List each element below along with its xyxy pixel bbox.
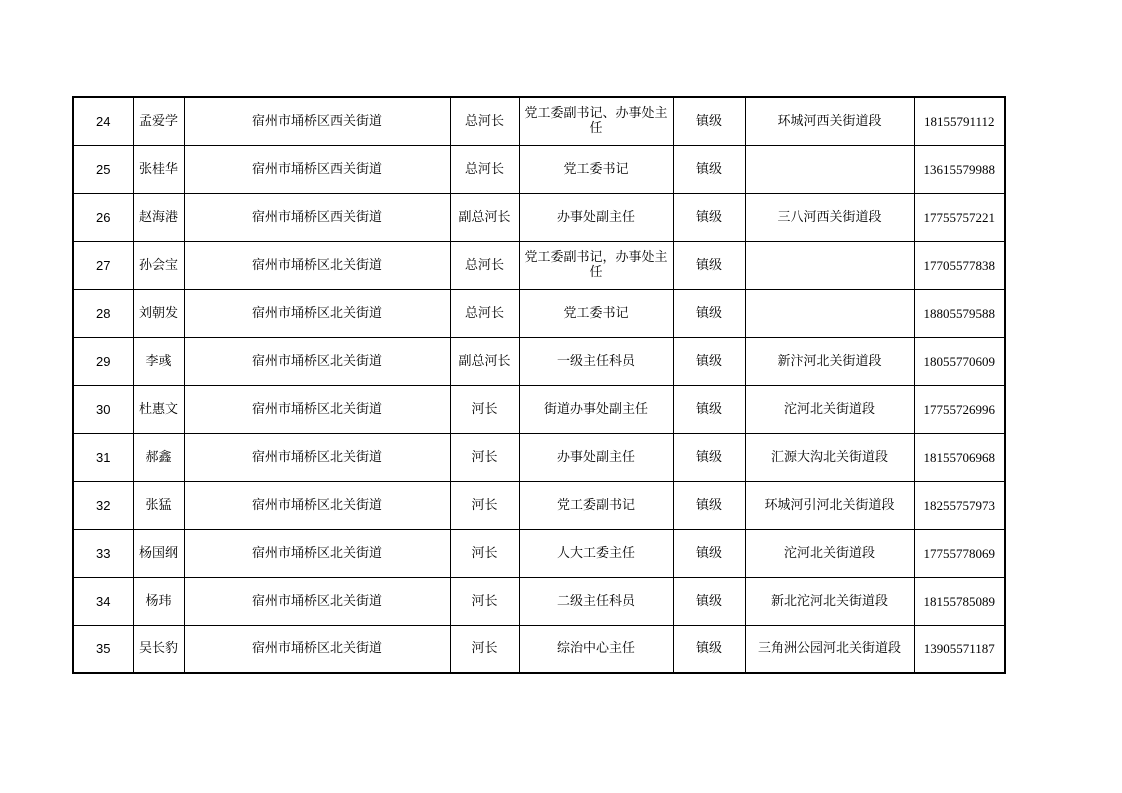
district-cell: 宿州市埇桥区北关街道: [184, 337, 450, 385]
table-row: [73, 433, 1005, 481]
river-section-cell: [745, 241, 914, 289]
river-section-cell: 沱河北关街道段: [745, 529, 914, 577]
row-number-cell: 29: [73, 337, 133, 385]
row-number-cell: 35: [73, 625, 133, 673]
district-cell: 宿州市埇桥区北关街道: [184, 577, 450, 625]
chief-role-cell: 副总河长: [450, 193, 519, 241]
person-name-cell: 刘朝发: [133, 289, 184, 337]
job-position-cell: 党工委副书记、办事处主任: [519, 97, 673, 145]
district-cell: 宿州市埇桥区北关街道: [184, 289, 450, 337]
job-position-cell: 办事处副主任: [519, 433, 673, 481]
row-number-cell: 30: [73, 385, 133, 433]
table-row: [73, 289, 1005, 337]
chief-role-cell: 总河长: [450, 145, 519, 193]
person-name-cell: 杨玮: [133, 577, 184, 625]
river-section-cell: 汇源大沟北关街道段: [745, 433, 914, 481]
district-cell: 宿州市埇桥区北关街道: [184, 529, 450, 577]
person-name-cell: 张猛: [133, 481, 184, 529]
chief-role-cell: 河长: [450, 577, 519, 625]
table-row: [73, 97, 1005, 145]
chief-role-cell: 河长: [450, 529, 519, 577]
job-position-cell: 综治中心主任: [519, 625, 673, 673]
river-section-cell: 新汴河北关街道段: [745, 337, 914, 385]
row-number-cell: 24: [73, 97, 133, 145]
job-position-cell: 办事处副主任: [519, 193, 673, 241]
person-name-cell: 孙会宝: [133, 241, 184, 289]
job-position-cell: 党工委副书记: [519, 481, 673, 529]
river-section-cell: 沱河北关街道段: [745, 385, 914, 433]
chief-role-cell: 河长: [450, 385, 519, 433]
phone-number-cell: 17705577838: [914, 241, 1005, 289]
chief-role-cell: 总河长: [450, 289, 519, 337]
phone-number-cell: 18055770609: [914, 337, 1005, 385]
admin-level-cell: 镇级: [673, 625, 745, 673]
phone-number-cell: 17755726996: [914, 385, 1005, 433]
phone-number-cell: 18255757973: [914, 481, 1005, 529]
person-name-cell: 张桂华: [133, 145, 184, 193]
table-row: [73, 385, 1005, 433]
phone-number-cell: 13615579988: [914, 145, 1005, 193]
person-name-cell: 李彧: [133, 337, 184, 385]
table-row: [73, 577, 1005, 625]
row-number-cell: 34: [73, 577, 133, 625]
row-number-cell: 32: [73, 481, 133, 529]
row-number-cell: 31: [73, 433, 133, 481]
chief-role-cell: 河长: [450, 481, 519, 529]
table-row: [73, 145, 1005, 193]
phone-number-cell: 18155791112: [914, 97, 1005, 145]
phone-number-cell: 18155706968: [914, 433, 1005, 481]
river-section-cell: [745, 145, 914, 193]
district-cell: 宿州市埇桥区西关街道: [184, 97, 450, 145]
river-section-cell: [745, 289, 914, 337]
chief-role-cell: 总河长: [450, 97, 519, 145]
river-section-cell: 三八河西关街道段: [745, 193, 914, 241]
phone-number-cell: 18805579588: [914, 289, 1005, 337]
job-position-cell: 人大工委主任: [519, 529, 673, 577]
chief-role-cell: 河长: [450, 625, 519, 673]
job-position-cell: 党工委副书记，办事处主任: [519, 241, 673, 289]
admin-level-cell: 镇级: [673, 577, 745, 625]
admin-level-cell: 镇级: [673, 385, 745, 433]
admin-level-cell: 镇级: [673, 433, 745, 481]
river-section-cell: 新北沱河北关街道段: [745, 577, 914, 625]
district-cell: 宿州市埇桥区北关街道: [184, 481, 450, 529]
person-name-cell: 吴长豹: [133, 625, 184, 673]
table-row: [73, 529, 1005, 577]
river-chief-roster-table: [72, 96, 1006, 674]
chief-role-cell: 河长: [450, 433, 519, 481]
admin-level-cell: 镇级: [673, 97, 745, 145]
job-position-cell: 党工委书记: [519, 145, 673, 193]
row-number-cell: 26: [73, 193, 133, 241]
river-section-cell: 环城河西关街道段: [745, 97, 914, 145]
admin-level-cell: 镇级: [673, 145, 745, 193]
district-cell: 宿州市埇桥区西关街道: [184, 193, 450, 241]
admin-level-cell: 镇级: [673, 289, 745, 337]
table-row: [73, 337, 1005, 385]
person-name-cell: 赵海港: [133, 193, 184, 241]
admin-level-cell: 镇级: [673, 193, 745, 241]
table-row: [73, 193, 1005, 241]
person-name-cell: 杜惠文: [133, 385, 184, 433]
row-number-cell: 28: [73, 289, 133, 337]
district-cell: 宿州市埇桥区北关街道: [184, 385, 450, 433]
person-name-cell: 郝鑫: [133, 433, 184, 481]
job-position-cell: 党工委书记: [519, 289, 673, 337]
row-number-cell: 33: [73, 529, 133, 577]
admin-level-cell: 镇级: [673, 337, 745, 385]
admin-level-cell: 镇级: [673, 529, 745, 577]
job-position-cell: 一级主任科员: [519, 337, 673, 385]
person-name-cell: 杨国纲: [133, 529, 184, 577]
phone-number-cell: 17755778069: [914, 529, 1005, 577]
table-row: [73, 241, 1005, 289]
river-section-cell: 三角洲公园河北关街道段: [745, 625, 914, 673]
chief-role-cell: 总河长: [450, 241, 519, 289]
table-row: [73, 625, 1005, 673]
district-cell: 宿州市埇桥区北关街道: [184, 241, 450, 289]
phone-number-cell: 18155785089: [914, 577, 1005, 625]
admin-level-cell: 镇级: [673, 241, 745, 289]
river-section-cell: 环城河引河北关街道段: [745, 481, 914, 529]
district-cell: 宿州市埇桥区西关街道: [184, 145, 450, 193]
district-cell: 宿州市埇桥区北关街道: [184, 433, 450, 481]
table-row: [73, 481, 1005, 529]
job-position-cell: 街道办事处副主任: [519, 385, 673, 433]
phone-number-cell: 17755757221: [914, 193, 1005, 241]
roster-body: [73, 97, 1005, 673]
phone-number-cell: 13905571187: [914, 625, 1005, 673]
chief-role-cell: 副总河长: [450, 337, 519, 385]
row-number-cell: 27: [73, 241, 133, 289]
person-name-cell: 孟爱学: [133, 97, 184, 145]
job-position-cell: 二级主任科员: [519, 577, 673, 625]
row-number-cell: 25: [73, 145, 133, 193]
admin-level-cell: 镇级: [673, 481, 745, 529]
district-cell: 宿州市埇桥区北关街道: [184, 625, 450, 673]
